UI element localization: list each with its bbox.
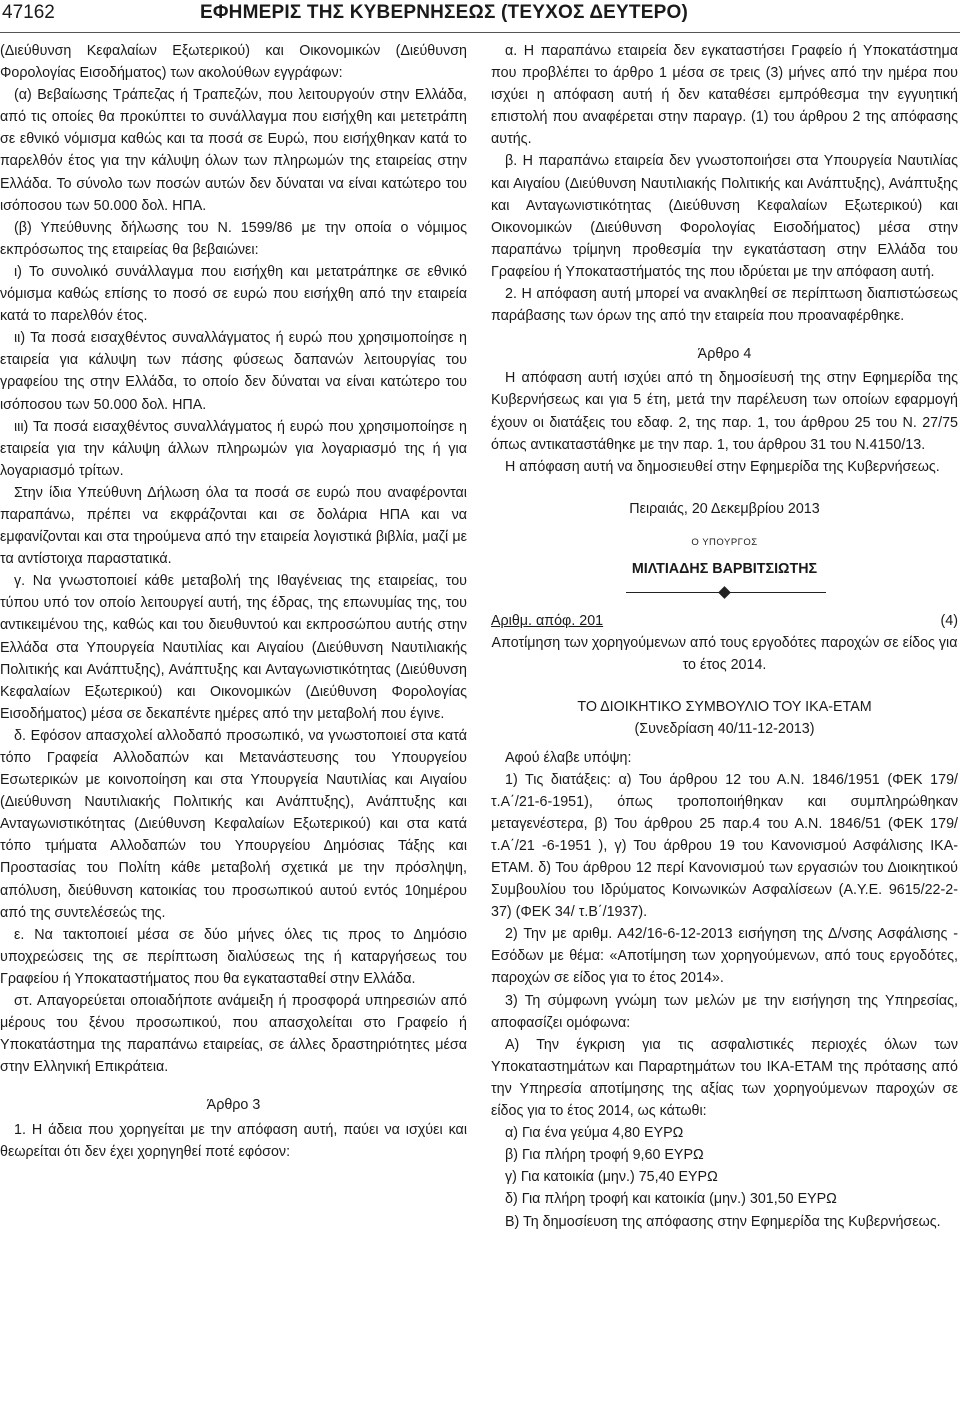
article-heading: Άρθρο 4 bbox=[697, 346, 752, 363]
paragraph: 1) Τις διατάξεις: α) Του άρθρου 12 του Α.Ν. 1846/1951 (ΦΕΚ 179/τ.Α΄/21-6-1951), όπως τροποποιήθηκαν και συμπληρώθηκαν μεταγενέστερα, β) Του άρθρου 25 παρ.4 του Α.Ν. 1846/51 (ΦΕΚ 179/τ.Α΄/21 -6-1951 ), γ) Του άρθρου 19 του Κανονισμού Ασφάλισης ΙΚΑ-ΕΤΑΜ. δ) Του άρθρου 12 περί Κανονισμού των εργασιών του Διοικητικού Συμβουλίου του Ιδρύματος Κοινωνικών Ασφαλίσεων (Α.Υ.Ε. 9615/22-2-37) (ΦΕΚ 34/ τ.Β΄/1937). bbox=[491, 771, 958, 921]
paragraph: Αφού έλαβε υπόψη: bbox=[505, 749, 632, 766]
gazette-title: ΕΦΗΜΕΡΙΣ ΤΗΣ ΚΥΒΕΡΝΗΣΕΩΣ (ΤΕΥΧΟΣ ΔΕΥΤΕΡΟ) bbox=[200, 2, 688, 23]
paragraph: 2) Την με αριθμ. Α42/16-6-12-2013 εισήγηση της Δ/νσης Ασφάλισης - Εσόδων με θέμα: «Αποτίμηση των χορηγούμενων, από τους εργοδότες, παροχών σε είδος για το έτος 2014». bbox=[491, 926, 958, 987]
header-rule bbox=[0, 32, 960, 33]
left-column bbox=[0, 40, 467, 1163]
right-column bbox=[491, 40, 958, 1233]
paragraph: γ. Να γνωστοποιεί κάθε μεταβολή της Ιθαγένειας της εταιρείας, του τύπου υπό τον οποίο λειτουργεί αυτή, της έδρας, της επωνυμίας της, του αντικειμένου της, καθώς και του διευθυντού και εκπροσώπου αυτής στην Ελλάδα στα Υπουργεία Ναυτιλίας και Αιγαίου (Διεύθυνση Ναυτιλιακής Πολιτικής και Ανάπτυξης), Ανάπτυξης και Ανταγωνιστικότητας (Διεύθυνση Κεφαλαίων Εξωτερικού) και Οικονομικών (Διεύθυνση Φορολογίας Εισοδήματος) μέσα σε δεκαπέντε ημέρες από την μεταβολή που έγινε. bbox=[0, 573, 467, 722]
decision-number: Αριθμ. απόφ. 201 bbox=[491, 613, 604, 630]
diamond-ornament bbox=[718, 586, 731, 599]
paragraph: α. Η παραπάνω εταιρεία δεν εγκαταστήσει Γραφείο ή Υποκατάστημα που προβλέπει το άρθρο 1 μέσα σε τρεις (3) μήνες από την ημέρα που ισχύει η απόφαση αυτή ή δεν καταθέσει εμπρόθεσμα την εγγυητική επιστολή που αναφέρεται στην παραγρ. (1) του άρθρου 2 της απόφασης αυτής. bbox=[491, 43, 958, 148]
paragraph: δ. Εφόσον απασχολεί αλλοδαπό προσωπικό, να γνωστοποιεί στα κατά τόπο Γραφεία Αλλοδαπών και Μετανάστευσης του Υπουργείου Εσωτερικών με κοινοποίηση και στα Υπουργεία Ναυτιλίας και Αιγαίου (Διεύθυνση Ναυτιλιακής Πολιτικής και Ανάπτυξης), Ανάπτυξης και Ανταγωνιστικότητας (Διεύθυνση Κεφαλαίων Εξωτερικού) και στα κατά τόπο τμήματα Αλλοδαπών του Υπουργείου Δημόσιας Τάξης και Προστασίας του Πολίτη κάθε μεταβολή σχετικά με την πρόσληψη, απόλυση, διεύθυνση κατοικίας του προσωπικού αυτού εντός 10ημέρου από της συντελέσεώς της. bbox=[0, 727, 467, 921]
paragraph: (α) Βεβαίωσης Τράπεζας ή Τραπεζών, που λειτουργούν στην Ελλάδα, από τις οποίες θα προκύπτει το συνάλλαγμα που εισήχθη και μετετράπη σε εθνικό νόμισμα καθώς και τα ποσά σε Ευρώ, που εισήχθηκαν κατά το παρελθόν έτος για την κάλυψη όλων των πληρωμών της εταιρείας στην Ελλάδα. Το σύνολο των ποσών αυτών δεν δύναται να είναι κατώτερο του ισόποσου των 50.000 δολ. ΗΠΑ. bbox=[0, 87, 467, 214]
minister-name: ΜΙΛΤΙΑΔΗΣ ΒΑΡΒΙΤΣΙΩΤΗΣ bbox=[631, 560, 818, 577]
paragraph: 1. Η άδεια που χορηγείται με την απόφαση αυτή, παύει να ισχύει και θεωρείται ότι δεν έχει χορηγηθεί ποτέ εφόσον: bbox=[0, 1121, 467, 1160]
board-title: ΤΟ ΔΙΟΙΚΗΤΙΚΟ ΣΥΜΒΟΥΛΙΟ ΤΟΥ ΙΚΑ-ΕΤΑΜ bbox=[577, 699, 872, 716]
paragraph: β. Η παραπάνω εταιρεία δεν γνωστοποιήσει στα Υπουργεία Ναυτιλίας και Αιγαίου (Διεύθυνση Ναυτιλιακής Πολιτικής και Ανάπτυξης), Ανάπτυξης και Ανταγωνιστικότητας (Διεύθυνση Κεφαλαίων Εξωτερικού) και Οικονομικών (Διεύθυνση Φορολογίας Εισοδήματος) μέσα στην παραπάνω τρίμηνη προθεσμία την εγκατάσταση στην Ελλάδα του Γραφείου ή Υποκαταστήματός της που ιδρύεται με την απόφαση αυτή. bbox=[491, 153, 958, 280]
list-item: γ) Για κατοικία (μην.) 75,40 ΕΥΡΩ bbox=[505, 1169, 718, 1186]
paragraph: 3) Τη σύμφωνη γνώμη των μελών με την εισήγηση της Υπηρεσίας, αποφασίζει ομόφωνα: bbox=[491, 992, 958, 1031]
paragraph: 2. Η απόφαση αυτή μπορεί να ανακληθεί σε περίπτωση διαπιστώσεως παράβασης των όρων της από την εταιρεία που προαναφέρθηκε. bbox=[491, 286, 958, 325]
paragraph: (β) Υπεύθυνης δήλωσης του Ν. 1599/86 με την οποία ο νόμιμος εκπρόσωπος της εταιρείας θα βεβαιώνει: bbox=[0, 219, 467, 258]
paragraph: Α) Την έγκριση για τις ασφαλιστικές περιοχές όλων των Υποκαταστημάτων και Παραρτημάτων του ΙΚΑ-ΕΤΑΜ της πρότασης από την Υπηρεσία αποτίμησης της αξίας των χορηγούμενων παροχών σε είδος για το έτος 2014, ως κάτωθι: bbox=[491, 1036, 958, 1120]
section-divider bbox=[491, 582, 958, 604]
session-label: (Συνεδρίαση 40/11-12-2013) bbox=[634, 721, 815, 738]
paragraph: ι) Το συνολικό συνάλλαγμα που εισήχθη και μετατράπηκε σε εθνικό νόμισμα καθώς επίσης το ποσό σε ευρώ που εισήχθη από την εταιρεία κατά το παρελθόν έτος. bbox=[0, 263, 467, 325]
paragraph: Στην ίδια Υπεύθυνη Δήλωση όλα τα ποσά σε ευρώ που αναφέρονται παραπάνω, πρέπει να εκφράζονται και σε δολάρια ΗΠΑ και να εμφανίζονται και στα τηρούμενα από την εταιρεία λογιστικά βιβλία, μαζί με τα αντίστοιχα παραστατικά. bbox=[0, 484, 467, 568]
paragraph: Η απόφαση αυτή να δημοσιευθεί στην Εφημερίδα της Κυβερνήσεως. bbox=[505, 458, 940, 475]
list-item: β) Για πλήρη τροφή 9,60 ΕΥΡΩ bbox=[505, 1147, 704, 1164]
list-item: α) Για ένα γεύμα 4,80 ΕΥΡΩ bbox=[505, 1125, 684, 1142]
page-header bbox=[0, 0, 960, 34]
paragraph: στ. Απαγορεύεται οποιαδήποτε ανάμειξη ή προσφορά υπηρεσιών από μέρους του ξένου προσωπικού, που απασχολείται στο Γραφείο ή Υποκατάστημα της παραπάνω εταιρείας, σε άλλες δραστηριότητες μέσα στην Ελληνική Επικράτεια. bbox=[0, 993, 467, 1076]
minister-title: Ο ΥΠΟΥΡΓΟΣ bbox=[691, 536, 758, 548]
decision-tag: (4) bbox=[940, 613, 958, 630]
place-date: Πειραιάς, 20 Δεκεμβρίου 2013 bbox=[629, 500, 820, 517]
paragraph: ιιι) Τα ποσά εισαχθέντος συναλλάγματος ή ευρώ που χρησιμοποίησε η εταιρεία για την κάλυψη άλλων πληρωμών για λογαριασμό της ή για λογαριασμό τρίτων. bbox=[0, 418, 467, 479]
paragraph: ιι) Τα ποσά εισαχθέντος συναλλάγματος ή ευρώ που χρησιμοποίησε η εταιρεία για κάλυψη των πάσης φύσεως δαπανών λειτουργίας του γραφείου της στην Ελλάδα, το οποίο δεν δύναται να είναι κατώτερο του ισόποσου των 50.000 δολ. ΗΠΑ. bbox=[0, 330, 467, 413]
paragraph: ε. Να τακτοποιεί μέσα σε δύο μήνες όλες τις προς το Δημόσιο υποχρεώσεις της σε περίπτωση διαλύσεως της ή καταργήσεως του Γραφείου ή Υποκαταστήματος που θα εγκατασταθεί στην Ελλάδα. bbox=[0, 926, 467, 987]
list-item: δ) Για πλήρη τροφή και κατοικία (μην.) 301,50 ΕΥΡΩ bbox=[505, 1191, 837, 1208]
decision-title: Αποτίμηση των χορηγούμενων από τους εργοδότες παροχών σε είδος για το έτος 2014. bbox=[491, 635, 958, 674]
paragraph: (Διεύθυνση Κεφαλαίων Εξωτερικού) και Οικονομικών (Διεύθυνση Φορολογίας Εισοδήματος) των ακολούθων εγγράφων: bbox=[0, 43, 467, 82]
article-heading: Άρθρο 3 bbox=[206, 1097, 261, 1114]
decision-number-line bbox=[491, 610, 958, 632]
paragraph: Η απόφαση αυτή ισχύει από τη δημοσίευσή της στην Εφημερίδα της Κυβερνήσεως και για 5 έτη, μετά την παρέλευση των οποίων εφαρμογή έχουν οι διατάξεις του εδαφ. 2, της παρ. 1, του άρθρου 25 του Ν. 27/75 όπως αντικαταστάθηκε με την παρ. 1, του άρθρου 31 του Ν.4150/13. bbox=[491, 370, 958, 453]
page-number: 47162 bbox=[2, 2, 55, 23]
paragraph: Β) Τη δημοσίευση της απόφασης στην Εφημερίδα της Κυβερνήσεως. bbox=[505, 1213, 941, 1230]
